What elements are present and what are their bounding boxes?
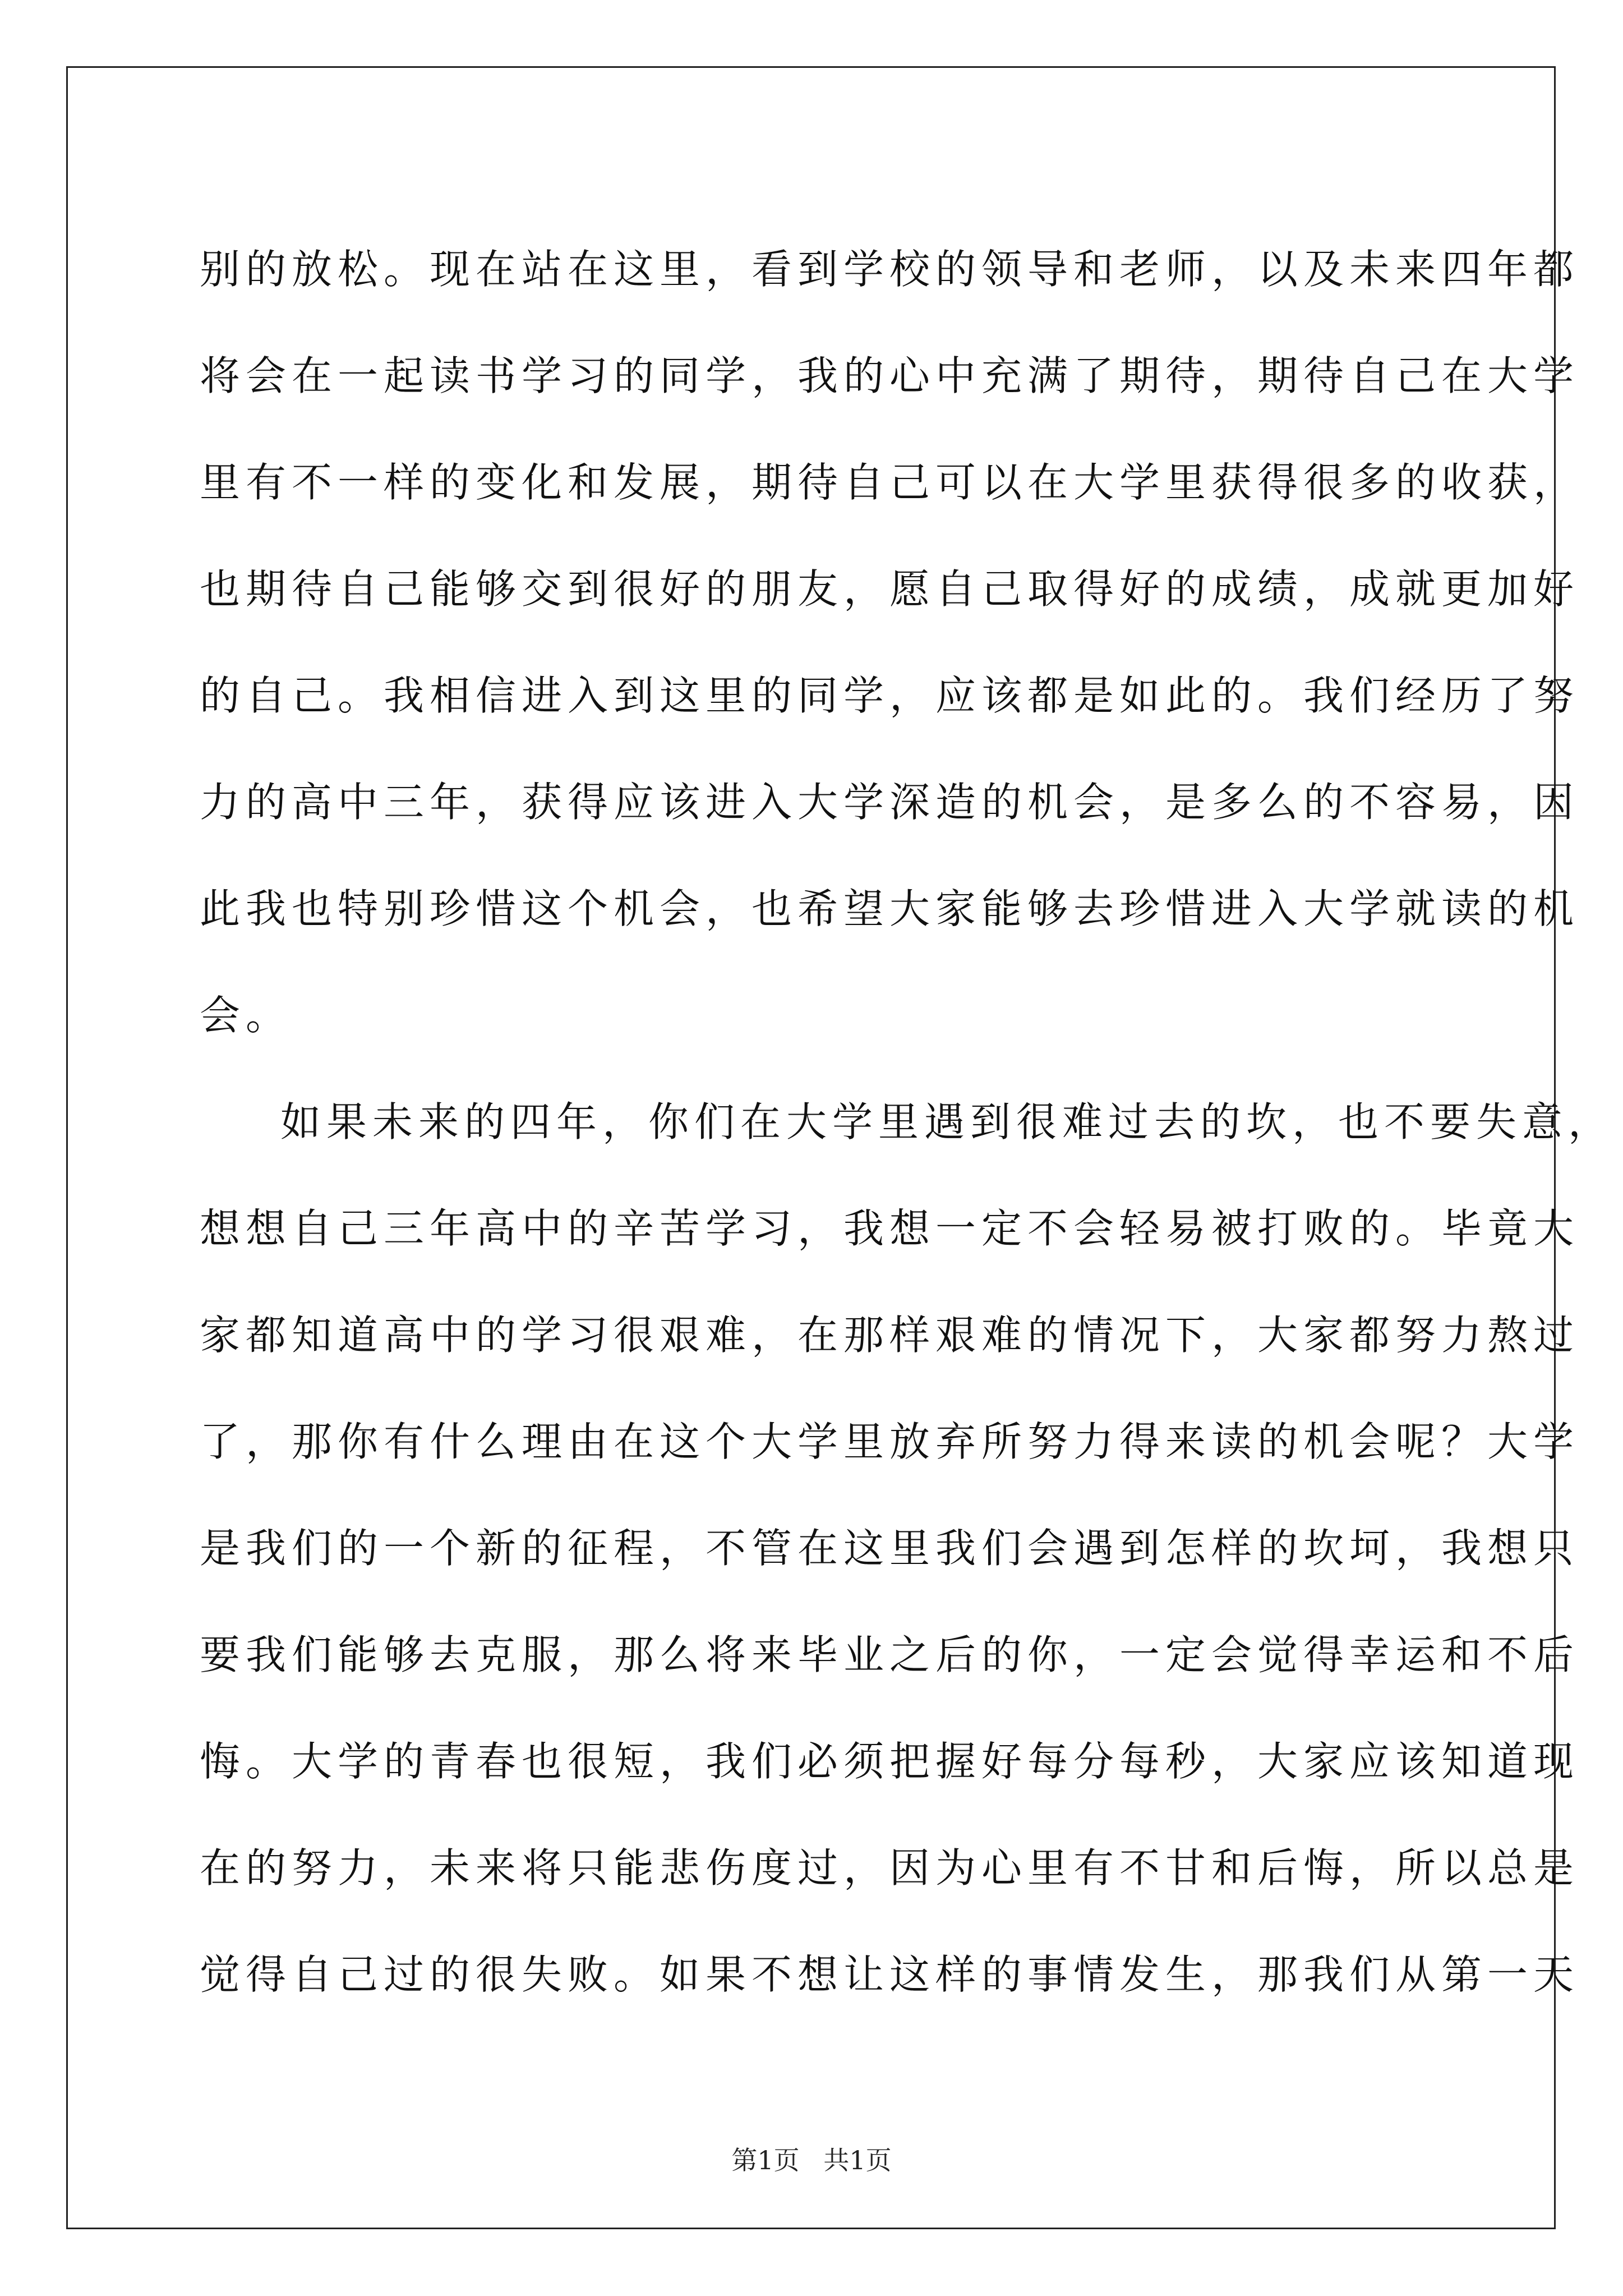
text-line: 如果未来的四年，你们在大学里遇到很难过去的坎，也不要失意，	[280, 1098, 1615, 1145]
text-line: 此我也特别珍惜这个机会，也希望大家能够去珍惜进入大学就读的机	[200, 885, 1580, 932]
document-body	[200, 216, 1615, 2028]
text-line: 别的放松。现在站在这里，看到学校的领导和老师，以及未来四年都	[200, 246, 1580, 293]
text-line: 是我们的一个新的征程，不管在这里我们会遇到怎样的坎坷，我想只	[200, 1525, 1580, 1572]
text-line: 在的努力，未来将只能悲伤度过，因为心里有不甘和后悔，所以总是	[200, 1844, 1580, 1892]
text-line: 悔。大学的青春也很短，我们必须把握好每分每秒，大家应该知道现	[200, 1738, 1580, 1785]
page-number: 第1页	[731, 2145, 800, 2175]
paragraph	[200, 1069, 1615, 2028]
text-line: 觉得自己过的很失败。如果不想让这样的事情发生，那我们从第一天	[200, 1951, 1580, 1998]
text-line: 将会在一起读书学习的同学，我的心中充满了期待，期待自己在大学	[200, 352, 1580, 399]
text-line: 也期待自己能够交到很好的朋友，愿自己取得好的成绩，成就更加好	[200, 565, 1580, 613]
text-line: 会。	[200, 992, 292, 1039]
text-line: 要我们能够去克服，那么将来毕业之后的你，一定会觉得幸运和不后	[200, 1631, 1580, 1678]
text-line: 家都知道高中的学习很艰难，在那样艰难的情况下，大家都努力熬过	[200, 1312, 1580, 1359]
text-line: 想想自己三年高中的辛苦学习，我想一定不会轻易被打败的。毕竟大	[200, 1205, 1580, 1252]
text-line: 里有不一样的变化和发展，期待自己可以在大学里获得很多的收获，	[200, 459, 1580, 506]
paragraph	[200, 216, 1580, 1069]
text-line: 的自己。我相信进入到这里的同学，应该都是如此的。我们经历了努	[200, 672, 1580, 719]
page-total: 共1页	[823, 2145, 892, 2175]
page-footer	[0, 2140, 1623, 2177]
text-line: 了，那你有什么理由在这个大学里放弃所努力得来读的机会呢？大学	[200, 1418, 1580, 1465]
text-line: 力的高中三年，获得应该进入大学深造的机会，是多么的不容易，因	[200, 779, 1580, 826]
